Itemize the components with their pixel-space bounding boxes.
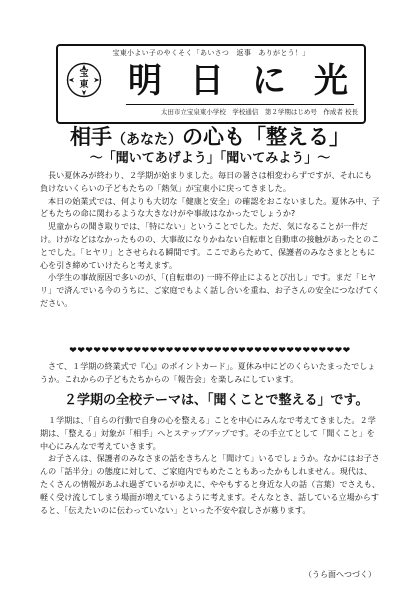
title-char: 光 bbox=[314, 61, 348, 101]
paragraph: １学期は、「自らの行動で自身の心を整える」ことを中心にみんなで考えてきました。２学期は、「整える」対象が「相手」へとステップアップです。その手立てとして「聞くこと」を中心にみんなで考えていきます。 bbox=[40, 415, 376, 451]
school-motto: 宝東小よい子のやくそく「あいさつ 返事 ありがとう！」 bbox=[112, 49, 310, 57]
paragraph: 小学生の事故原因で多いのが、「(自転車の) 一時不停止によるとび出し」です。まだ「ヒヤリ」で済んでいる今のうちに、ご家庭でもよく話し合いを重ね、お子さんの安全につなげてください。 bbox=[40, 272, 380, 308]
paragraph: 長い夏休みが終わり、２学期が始まりました。毎日の暑さは相変わらずですが、それにも負けないくらいの子どもたちの「熱気」が宝東小に戻ってきました。 bbox=[40, 170, 372, 193]
section-heading: ２学期の全校テーマは、「聞くことで整える」です。 bbox=[64, 393, 369, 408]
paragraph: さて、１学期の終業式で『心』のポイントカード」。夏休み中にどのくらいたまったでしょうか。これからの子どもたちからの「報告会」を楽しみにしています。 bbox=[40, 361, 376, 384]
theme-section bbox=[40, 414, 380, 516]
logo-char: 宝 bbox=[79, 69, 89, 79]
newsletter-title bbox=[128, 62, 348, 100]
heart-divider: ❤❤❤❤❤❤❤❤❤❤❤❤❤❤❤❤❤❤❤❤❤❤❤❤❤❤❤❤❤❤❤❤❤❤❤ bbox=[69, 346, 351, 356]
masthead bbox=[56, 44, 366, 124]
headline-part2: の心も「整える」 bbox=[182, 125, 350, 149]
sub-headline: ～「聞いてあげよう」「聞いてみよう」～ bbox=[89, 151, 331, 166]
title-char: に bbox=[252, 61, 286, 101]
masthead-divider bbox=[126, 104, 354, 105]
paragraph: お子さんは、保護者のみなさまの話をきちんと「聞けて」いるでしょうか。なかにはお子さんの「話半分」の態度に対して、ご家庭内でもめたこともあったかもしれません。現代は、たくさんの情報があふれ過ぎているがゆえに、ややもすると身近な人の話（言葉）でさえも、軽く受け流してしまう場面が増えているように考えます。そんなとき、話している立場からすると、「伝えたいのに伝わっていない」といった不安や寂しさが募ります。 bbox=[40, 453, 380, 515]
logo-lettering bbox=[66, 69, 102, 91]
continued-note: （うら面へつづく） bbox=[304, 570, 376, 579]
headline-part1: 相手 bbox=[70, 125, 112, 149]
paragraph: 本日の始業式では、何よりも大切な「健康と安全」の確認をおこないました。夏休み中、子どもたちの命に関わるような大きなけがや事故はなかったでしょうか? bbox=[40, 195, 380, 219]
main-headline bbox=[0, 124, 420, 153]
school-logo bbox=[66, 62, 102, 98]
point-card-section bbox=[40, 360, 380, 386]
paragraph: 児童からの聞き取りでは、「特にない」ということでした。ただ、気になることが一件だけ。けがなどはなかったものの、大事故になりかねない自転車と自動車の接触があったとのことでした。「ヒヤリ」とさせられる瞬間です。ここであらためて、保護者のみなさまとともに心を引き締めていけたらと考えます。 bbox=[40, 221, 380, 270]
title-char: 明 bbox=[128, 61, 162, 101]
logo-char: 東 bbox=[79, 80, 89, 90]
title-char: 日 bbox=[190, 61, 224, 101]
issue-info: 太田市立宝泉東小学校 学校通信 第２学期はじめ号 作成者 校長 bbox=[160, 108, 358, 116]
headline-ruby: （あなた） bbox=[112, 132, 182, 148]
intro-section bbox=[40, 169, 380, 310]
